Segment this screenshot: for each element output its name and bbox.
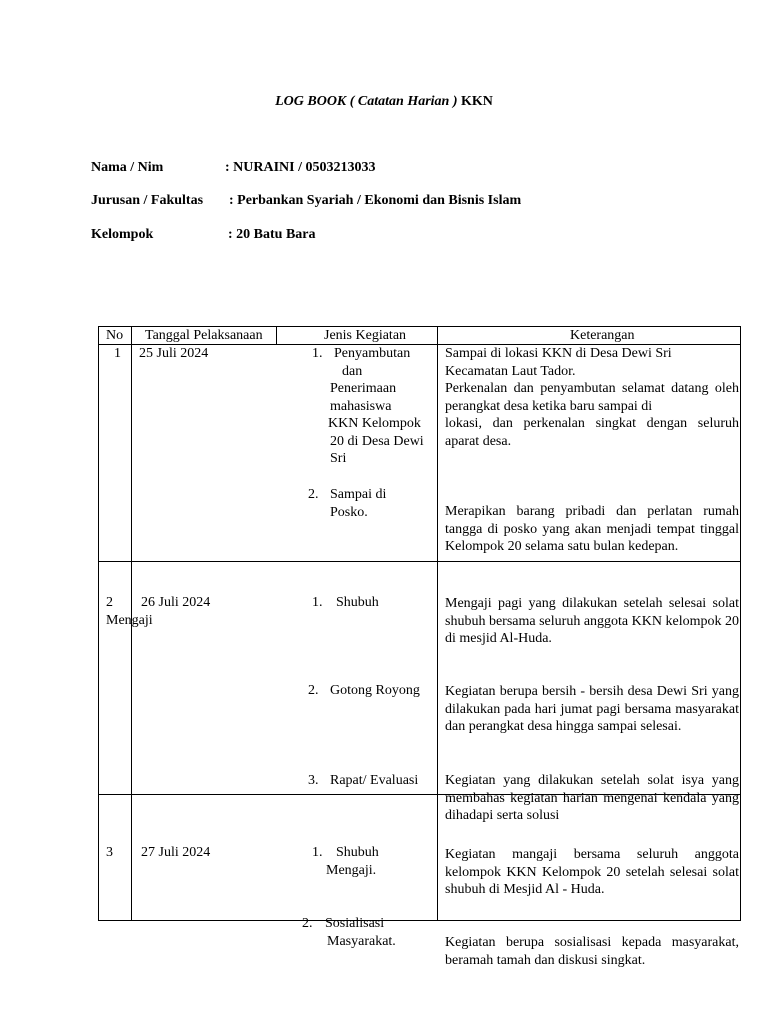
row1-kegiatan2-line: Sampai di (330, 487, 387, 502)
header-tanggal: Tanggal Pelaksanaan (145, 328, 263, 343)
row3-kegiatan2-line: Sosialisasi (325, 916, 385, 931)
nama-label: Nama / Nim (91, 160, 164, 175)
row2-no: 2 (106, 595, 113, 610)
header-jenis-kegiatan: Jenis Kegiatan (324, 328, 407, 343)
kelompok-label: Kelompok (91, 227, 154, 242)
row1-kegiatan1-line: mahasiswa (330, 398, 392, 414)
row1-kegiatan1-line: KKN Kelompok (328, 416, 421, 431)
row1-kegiatan2-line: Posko. (330, 504, 368, 520)
row3-no: 3 (106, 845, 113, 860)
table-col-divider (276, 326, 277, 344)
row3-kegiatan1-line: Mengaji. (326, 862, 377, 878)
row1-keterangan-1: Sampai di lokasi KKN di Desa Dewi Sri Kecamatan Laut Tador. Perkenalan dan penyambutan selamat datang oleh perangkat desa ketika baru sampai di lokasi, dan perkenalan singkat dengan seluruh aparat desa. (445, 346, 739, 449)
header-no: No (106, 328, 124, 343)
kelompok-value: : 20 Batu Bara (228, 227, 316, 242)
row2-kegiatan1-line: Shubuh (336, 595, 379, 610)
row1-kegiatan1-line: Penyambutan (334, 346, 411, 361)
table-row-divider (98, 561, 740, 562)
row3-kegiatan1-num: 1. (312, 845, 323, 860)
row1-kegiatan1-line: 20 di Desa Dewi (330, 433, 424, 449)
jurusan-value: : Perbankan Syariah / Ekonomi dan Bisnis Islam (229, 193, 522, 208)
row3-tanggal: 27 Juli 2024 (141, 845, 211, 860)
row2-kegiatan1-num: 1. (312, 595, 323, 610)
row2-keterangan-1: Mengaji pagi yang dilakukan setelah selesai solat shubuh bersama seluruh anggota KKN kelompok 20 di mesjid Al-Huda. (445, 596, 739, 646)
row3-kegiatan1-line: Shubuh (336, 845, 379, 860)
row3-kegiatan2-line: Masyarakat. (327, 933, 396, 949)
row3-keterangan-2: Kegiatan berupa sosialisasi kepada masyarakat, beramah tamah dan diskusi singkat. (445, 935, 739, 968)
row1-kegiatan1-line: dan (342, 363, 363, 379)
table-col-divider (437, 326, 438, 920)
row2-keterangan-2: Kegiatan berupa bersih - bersih desa Dewi Sri yang dilakukan pada hari jumat pagi bersama masyarakat dan perangkat desa hingga sampai selesai. (445, 684, 739, 734)
row1-no: 1 (114, 346, 121, 361)
row1-kegiatan1-num: 1. (312, 346, 323, 361)
title-italic: LOG BOOK ( Catatan Harian ) (275, 94, 458, 109)
row2-kegiatan2-num: 2. (308, 683, 319, 698)
row3-keterangan-1: Kegiatan mangaji bersama seluruh anggota kelompok KKN Kelompok 20 setelah selesai solat shubuh di Mesjid Al - Huda. (445, 847, 739, 897)
title-bold: KKN (461, 94, 493, 109)
row2-kegiatan3-num: 3. (308, 773, 319, 788)
row1-kegiatan1-line: Sri (330, 451, 347, 466)
header-keterangan: Keterangan (570, 328, 635, 343)
row2-kegiatan3-line: Rapat/ Evaluasi (330, 773, 419, 788)
row1-keterangan-2: Merapikan barang pribadi dan perlatan rumah tangga di posko yang akan menjadi tempat tinggal Kelompok 20 selama satu bulan kedepan. (445, 504, 739, 554)
row2-tanggal: 26 Juli 2024 (141, 595, 211, 610)
row1-kegiatan2-num: 2. (308, 487, 319, 502)
document-title (0, 94, 768, 110)
row1-tanggal: 25 Juli 2024 (139, 346, 209, 361)
row3-kegiatan2-num: 2. (302, 916, 313, 931)
row2-kegiatan2-line: Gotong Royong (330, 683, 420, 698)
nama-value: : NURAINI / 0503213033 (225, 160, 376, 175)
row2-no-extra: Mengaji (106, 612, 153, 628)
row2-keterangan-3: Kegiatan yang dilakukan setelah solat isya yang membahas kegiatan harian mengenai kendala yang dihadapi serta solusi (445, 773, 739, 823)
jurusan-label: Jurusan / Fakultas (91, 193, 204, 208)
row1-kegiatan1-line: Penerimaan (330, 381, 397, 396)
